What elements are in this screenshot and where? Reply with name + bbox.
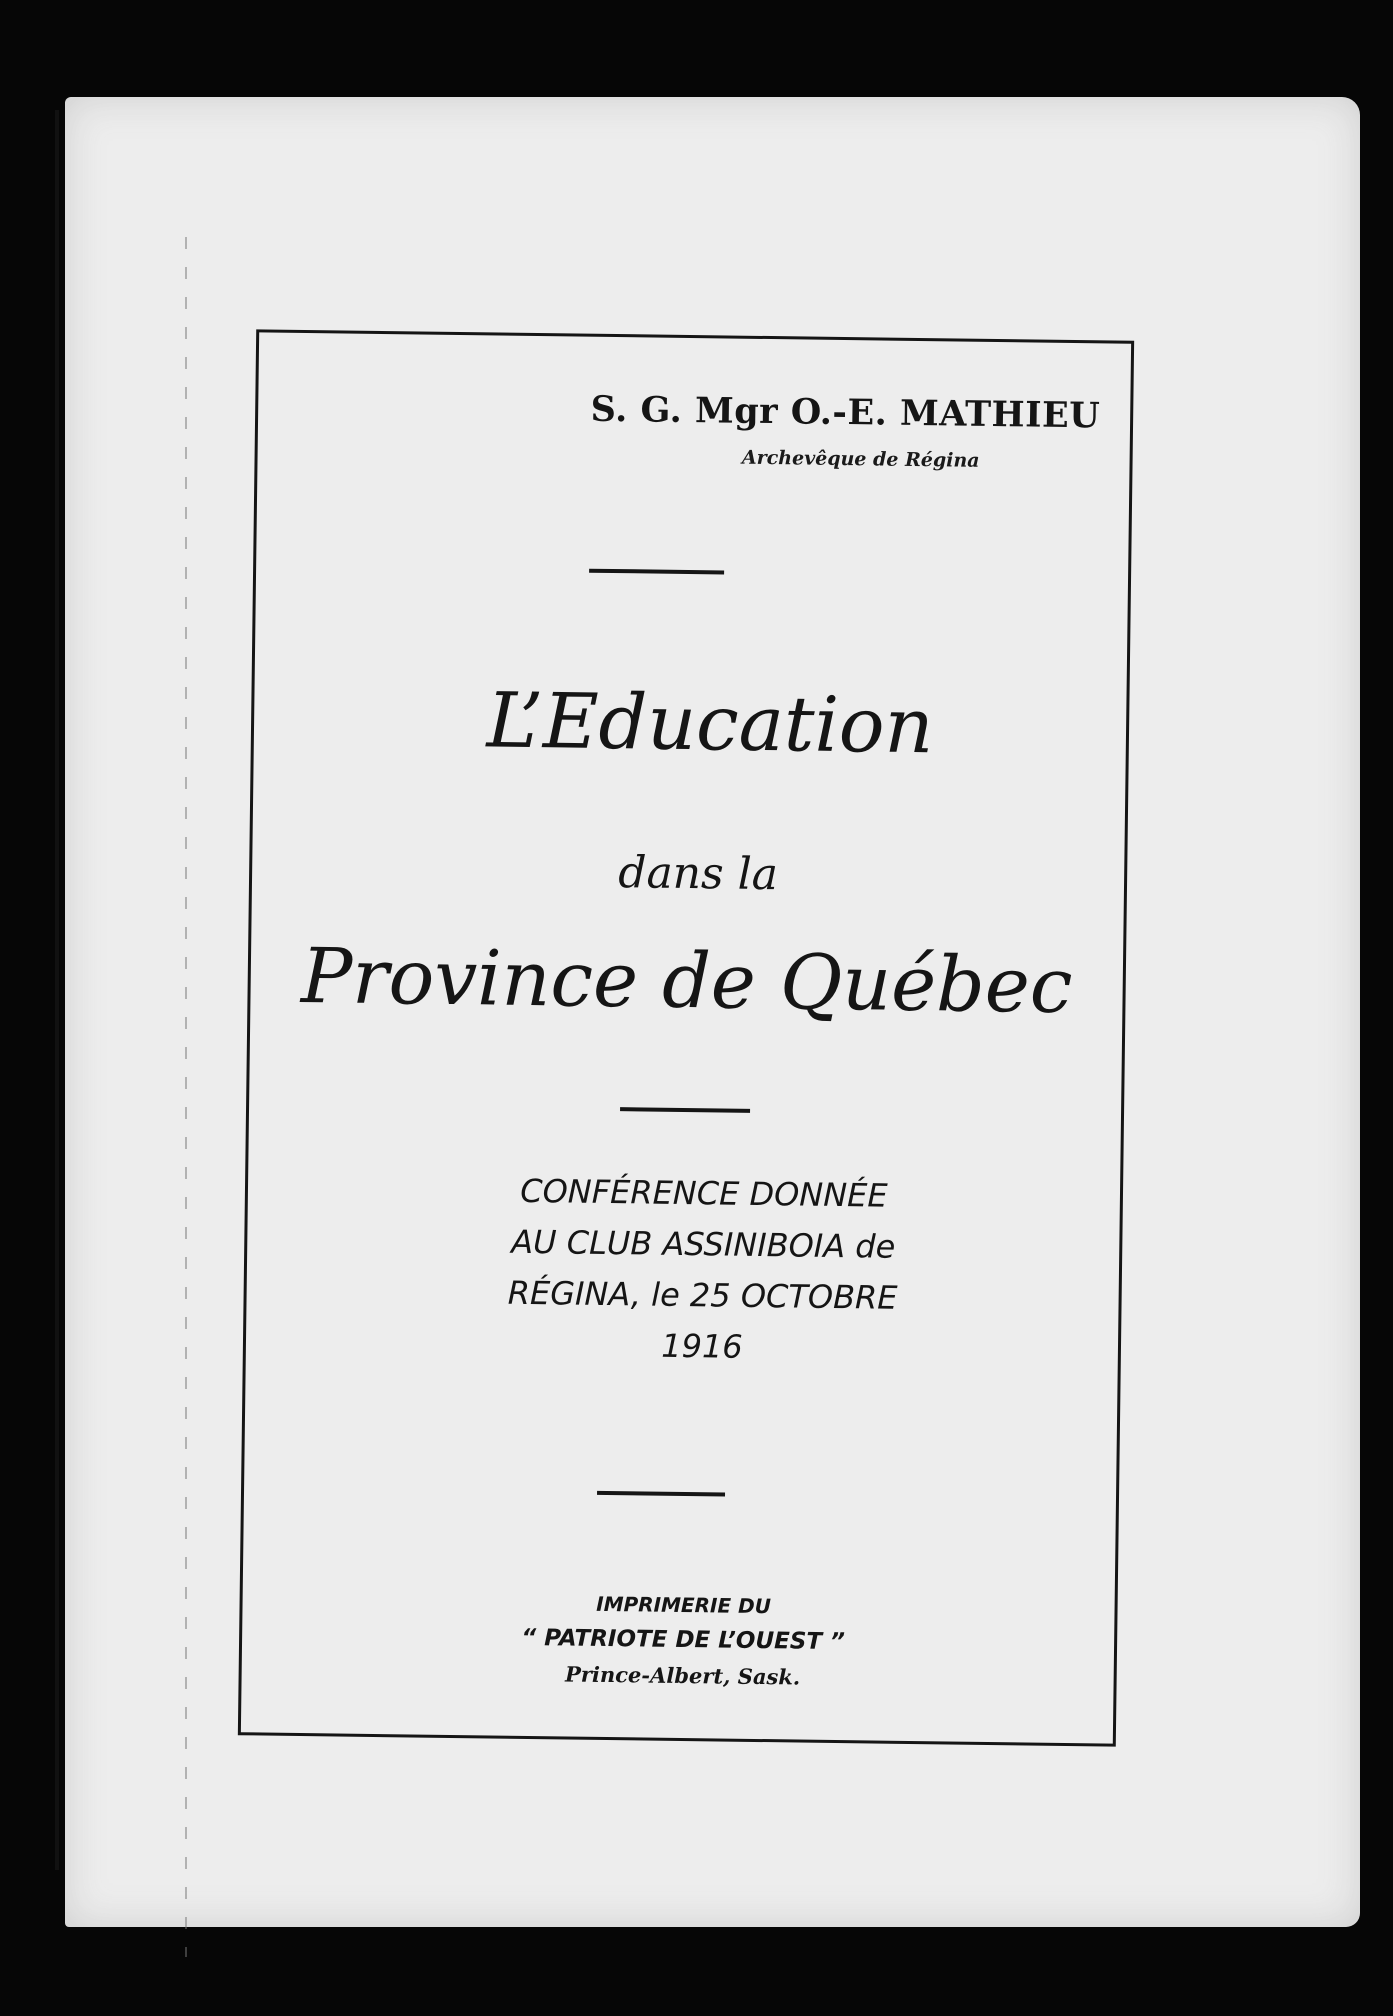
author-title: Archevêque de Régina — [741, 446, 980, 472]
divider-rule — [597, 1491, 725, 1497]
printer-label: IMPRIMERIE DU — [596, 1591, 772, 1619]
title-frame — [238, 329, 1134, 1746]
printer-location: Prince-Albert, Sask. — [564, 1661, 801, 1690]
gutter-line — [185, 237, 187, 1957]
divider-rule — [589, 569, 724, 575]
conference-line: AU CLUB ASSINIBOIA de — [511, 1222, 896, 1266]
conference-line: RÉGINA, le 25 OCTOBRE — [507, 1273, 898, 1317]
conference-line: CONFÉRENCE DONNÉE — [520, 1171, 888, 1215]
printer-name: “ PATRIOTE DE L’OUEST ” — [521, 1624, 846, 1656]
divider-rule — [620, 1107, 750, 1113]
printer-imprint — [241, 1582, 1114, 1699]
title-province: Province de Québec — [300, 930, 1073, 1031]
binding-edge — [55, 110, 59, 1870]
conference-year: 1916 — [661, 1326, 743, 1366]
conference-note — [246, 1162, 1121, 1377]
main-title: L’Education — [486, 675, 935, 771]
author-name: S. G. Mgr O.-E. MATHIEU — [590, 388, 1101, 437]
title-connector: dans la — [618, 847, 779, 901]
